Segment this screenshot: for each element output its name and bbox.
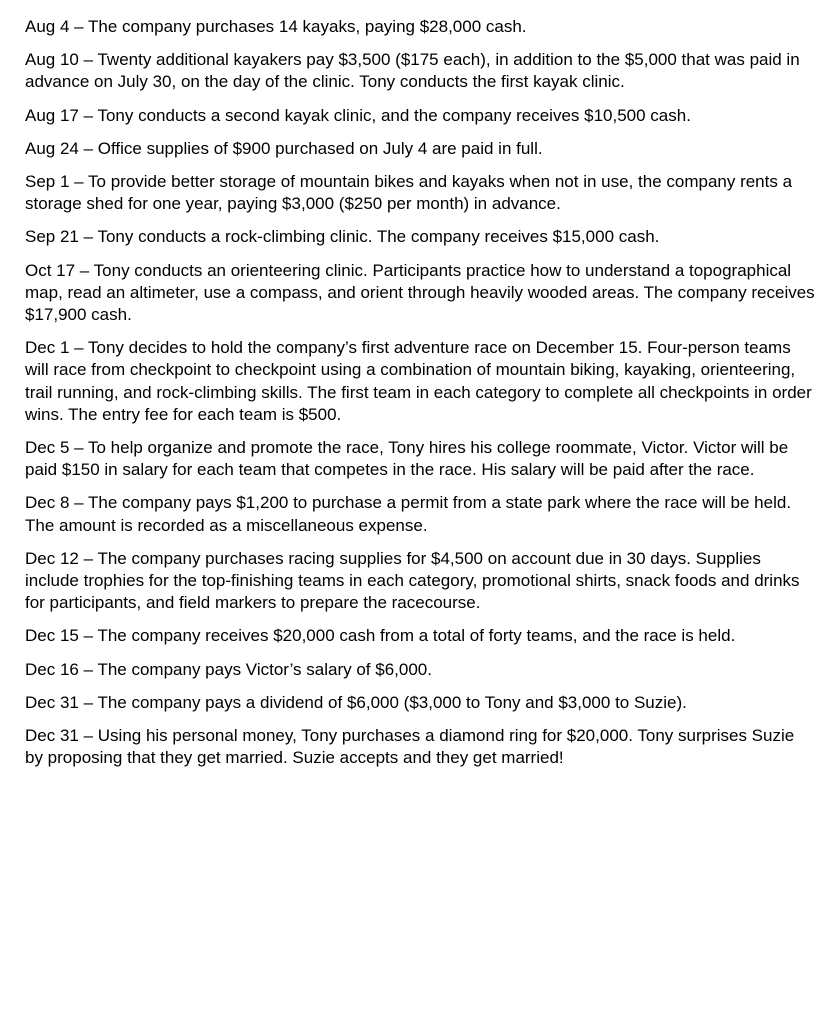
transaction-entry-sep-21: Sep 21 – Tony conducts a rock-climbing clinic. The company receives $15,000 cash. — [25, 227, 660, 247]
transaction-entry-dec-12: Dec 12 – The company purchases racing supplies for $4,500 on account due in 30 days. Supplies include trophies for the top-finishing teams in each category, promotional shirts, snack foods and drinks for participants, and field markers to prepare the racecourse. — [25, 548, 800, 613]
transaction-entry-aug-4: Aug 4 – The company purchases 14 kayaks, paying $28,000 cash. — [25, 17, 527, 36]
transaction-entry-aug-10: Aug 10 – Twenty additional kayakers pay $3,500 ($175 each), in addition to the $5,000 that was paid in advance on July 30, on the day of the clinic. Tony conducts the first kayak clinic. — [25, 50, 800, 92]
transaction-entry-dec-15: Dec 15 – The company receives $20,000 cash from a total of forty teams, and the race is held. — [25, 626, 736, 646]
transaction-entry-dec-8: Dec 8 – The company pays $1,200 to purchase a permit from a state park where the race will be held. The amount is recorded as a miscellaneous expense. — [25, 493, 792, 535]
transaction-entry-sep-1: Sep 1 – To provide better storage of mountain bikes and kayaks when not in use, the company rents a storage shed for one year, paying $3,000 ($250 per month) in advance. — [25, 172, 793, 214]
transaction-entry-dec-1: Dec 1 – Tony decides to hold the company’s first adventure race on December 15. Four-person teams will race from checkpoint to checkpoint using a combination of mountain biking, kayaking, orienteering, trail running, and rock-climbing skills. The first team in each category to complete all checkpoints in order wins. The entry fee for each team is $500. — [25, 338, 812, 424]
transaction-entry-dec-31-dividend: Dec 31 – The company pays a dividend of $6,000 ($3,000 to Tony and $3,000 to Suzie). — [25, 692, 687, 712]
transaction-entry-dec-5: Dec 5 – To help organize and promote the race, Tony hires his college roommate, Victor. Victor will be paid $150 in salary for each team that competes in the race. His salary will be paid after the race. — [25, 438, 789, 480]
transaction-entry-dec-16: Dec 16 – The company pays Victor’s salary of $6,000. — [25, 659, 432, 679]
transaction-entry-aug-24: Aug 24 – Office supplies of $900 purchased on July 4 are paid in full. — [25, 138, 543, 158]
transaction-entry-aug-17: Aug 17 – Tony conducts a second kayak clinic, and the company receives $10,500 cash. — [25, 105, 691, 125]
transaction-entry-oct-17: Oct 17 – Tony conducts an orienteering clinic. Participants practice how to understand a topographical map, read an altimeter, use a compass, and orient through heavily wooded areas. The company receives $17,900 cash. — [25, 260, 815, 325]
transaction-entry-dec-31-ring: Dec 31 – Using his personal money, Tony purchases a diamond ring for $20,000. Tony surprises Suzie by proposing that they get married. Suzie accepts and they get married! — [25, 726, 795, 768]
